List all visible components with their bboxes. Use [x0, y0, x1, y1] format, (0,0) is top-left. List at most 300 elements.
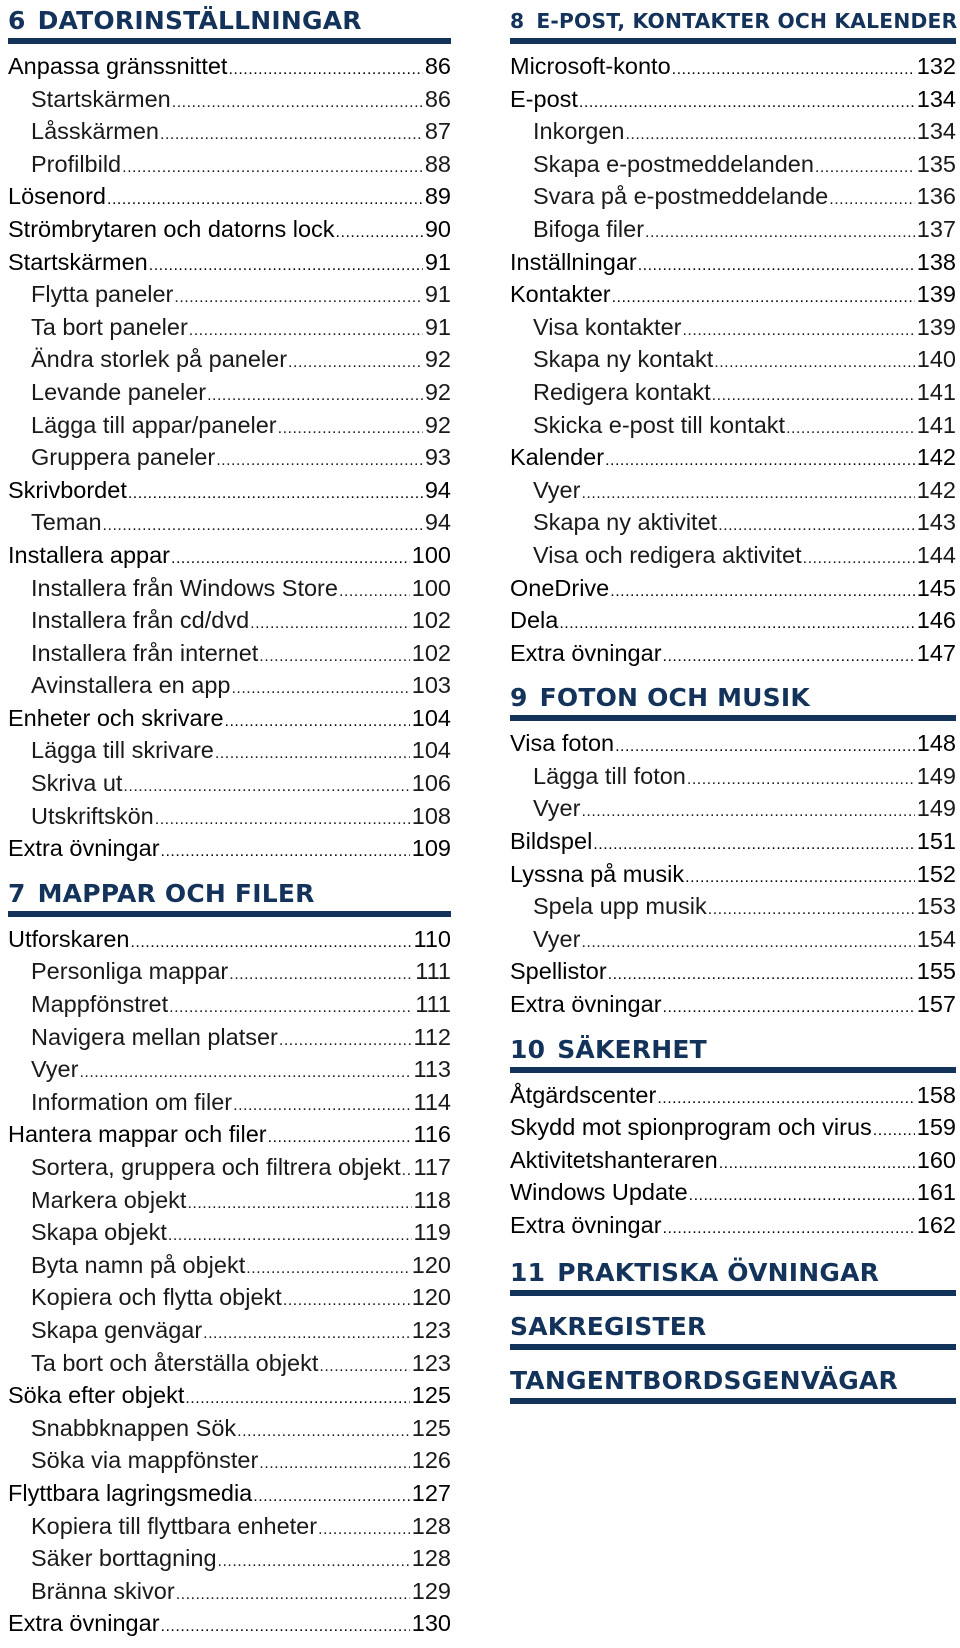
- entry-title: Säker borttagning: [31, 1545, 217, 1572]
- page-number: 91: [424, 313, 451, 340]
- toc-subentry: [8, 1444, 451, 1477]
- page-number: 93: [424, 444, 451, 471]
- toc-subentry: [510, 311, 956, 344]
- dot-leader: [579, 87, 915, 116]
- entry-title: Byta namn på objekt: [31, 1251, 246, 1278]
- toc-subentry: [8, 278, 451, 311]
- page-number: 113: [413, 1056, 451, 1083]
- toc-entry: [8, 50, 451, 83]
- page-number: 117: [413, 1154, 451, 1180]
- chapter-title: E-POST, KONTAKTER OCH KALENDER: [536, 9, 958, 33]
- page-number: 109: [411, 835, 451, 862]
- toc-entry: [8, 832, 451, 865]
- page-number: 139: [916, 313, 956, 340]
- dot-leader: [123, 771, 409, 800]
- page-number: 125: [411, 1382, 451, 1409]
- entry-title: Extra övningar: [510, 1212, 662, 1238]
- page-number: 92: [424, 378, 451, 405]
- entry-title: Utskriftskön: [31, 802, 154, 829]
- dot-leader: [645, 217, 915, 246]
- dot-leader: [581, 796, 914, 825]
- entry-title: Skapa ny aktivitet: [533, 509, 718, 536]
- entry-title: Dela: [510, 607, 559, 634]
- dot-leader: [663, 992, 915, 1021]
- page-number: 129: [411, 1577, 451, 1604]
- chapter-number: 7: [8, 878, 26, 908]
- toc-entry: [8, 702, 451, 735]
- page-number: 120: [411, 1284, 451, 1311]
- page-number: 142: [916, 444, 956, 471]
- dot-leader: [873, 1115, 915, 1144]
- toc-subentry: [8, 1575, 451, 1608]
- toc-entry: [8, 180, 451, 213]
- toc-entry: [510, 441, 956, 474]
- page-number: 162: [916, 1212, 956, 1238]
- chapter-number: 8: [510, 9, 525, 33]
- entry-title: Markera objekt: [31, 1186, 187, 1213]
- dot-leader: [161, 1611, 410, 1640]
- toc-entry: [8, 474, 451, 507]
- entry-title: Navigera mellan platser: [31, 1023, 278, 1050]
- entry-title: Installera appar: [8, 541, 170, 568]
- entry-title: Lyssna på musik: [510, 860, 685, 887]
- dot-leader: [171, 543, 410, 572]
- toc-subentry: [8, 409, 451, 442]
- entry-title: Avinstallera en app: [31, 672, 231, 699]
- dot-leader: [168, 1220, 412, 1249]
- entry-title: Startskärmen: [31, 85, 171, 112]
- page-number: 161: [916, 1179, 956, 1206]
- toc-subentry: [8, 311, 451, 344]
- entry-title: Installera från cd/dvd: [31, 607, 250, 634]
- entry-title: Extra övningar: [510, 639, 662, 666]
- toc-subentry: [8, 1053, 451, 1086]
- chapter-heading: [510, 683, 956, 721]
- entry-title: Vyer: [31, 1056, 79, 1083]
- entry-title: E-post: [510, 85, 578, 112]
- toc-entry: [510, 83, 956, 116]
- entry-title: Svara på e-postmeddelande: [533, 183, 829, 210]
- toc-entry: [8, 923, 451, 956]
- dot-leader: [250, 608, 410, 637]
- page-number: 88: [424, 150, 451, 177]
- entry-title: Ta bort och återställa objekt: [31, 1349, 319, 1376]
- page-number: 108: [411, 802, 451, 829]
- page-number: 154: [916, 925, 956, 952]
- dot-leader: [714, 347, 915, 376]
- dot-leader: [172, 87, 423, 116]
- dot-leader: [259, 1448, 409, 1477]
- chapter-8: [510, 6, 956, 669]
- toc-entry: [8, 1118, 451, 1151]
- page-number: 104: [411, 704, 451, 731]
- toc-subentry: [8, 1542, 451, 1575]
- page-number: 144: [916, 541, 956, 568]
- chapter-9: [510, 683, 956, 1020]
- dot-leader: [233, 1090, 411, 1119]
- chapter-entries: [8, 923, 451, 1640]
- chapter-title: PRAKTISKA ÖVNINGAR: [557, 1257, 880, 1287]
- toc-subentry: [8, 506, 451, 539]
- toc-column-left: [8, 6, 451, 1646]
- entry-title: Ändra storlek på paneler: [31, 346, 288, 373]
- entry-title: Vyer: [533, 476, 581, 503]
- dot-leader: [107, 184, 423, 213]
- page-number: 92: [424, 411, 451, 438]
- entry-title: Skydd mot spionprogram och virus: [510, 1114, 872, 1141]
- dot-leader: [339, 576, 410, 605]
- entry-title: Flyttbara lagringsmedia: [8, 1479, 253, 1506]
- chapter-number: 6: [8, 6, 26, 35]
- page-number: 146: [916, 607, 956, 634]
- page-number: 160: [916, 1146, 956, 1173]
- toc-entry: [510, 1111, 956, 1144]
- dot-leader: [402, 1155, 412, 1184]
- chapter-number: 11: [510, 1257, 546, 1287]
- dot-leader: [79, 1057, 411, 1086]
- toc-subentry: [8, 83, 451, 116]
- dot-leader: [682, 315, 914, 344]
- dot-leader: [259, 641, 409, 670]
- toc-entry: [8, 246, 451, 279]
- toc-subentry: [8, 800, 451, 833]
- page-number: 149: [916, 762, 956, 789]
- page-number: 132: [916, 53, 956, 79]
- page-number: 120: [411, 1251, 451, 1278]
- chapter-heading: [8, 6, 451, 44]
- dot-leader: [663, 1213, 915, 1242]
- entry-title: Skapa objekt: [31, 1219, 167, 1246]
- chapter-entries: [510, 1079, 956, 1242]
- page-number: 89: [424, 183, 451, 210]
- page-number: 91: [424, 281, 451, 308]
- dot-leader: [174, 282, 422, 311]
- dot-leader: [625, 119, 914, 148]
- toc-subentry: [8, 637, 451, 670]
- dot-leader: [176, 1579, 410, 1608]
- dot-leader: [161, 836, 410, 865]
- toc-entry: [510, 825, 956, 858]
- page-number: 103: [411, 672, 451, 699]
- page-number: 92: [424, 346, 451, 373]
- entry-title: Skapa ny kontakt: [533, 346, 714, 373]
- toc-subentry: [8, 1249, 451, 1282]
- toc-entry: [510, 246, 956, 279]
- dot-leader: [155, 804, 410, 833]
- entry-title: Anpassa gränssnittet: [8, 53, 228, 79]
- dot-leader: [185, 1383, 409, 1412]
- chapter-heading: [510, 6, 956, 44]
- toc-subentry: [8, 343, 451, 376]
- toc-subentry: [8, 376, 451, 409]
- page-number: 118: [413, 1186, 451, 1213]
- chapter-11-heading: [510, 1258, 956, 1296]
- page-number: 87: [424, 118, 451, 145]
- page-number: 100: [411, 541, 451, 568]
- page-number: 141: [916, 378, 956, 405]
- entry-title: Bifoga filer: [533, 215, 645, 242]
- dot-leader: [122, 152, 423, 181]
- toc-subentry: [510, 506, 956, 539]
- entry-title: Kontakter: [510, 281, 611, 308]
- page-number: 119: [413, 1219, 451, 1246]
- entry-title: Inkorgen: [533, 118, 625, 145]
- toc-subentry: [8, 1021, 451, 1054]
- toc-subentry: [8, 669, 451, 702]
- page-number: 114: [413, 1088, 451, 1115]
- entry-title: Information om filer: [31, 1088, 233, 1115]
- entry-title: Visa kontakter: [533, 313, 682, 340]
- dot-leader: [663, 641, 915, 670]
- entry-title: Strömbrytaren och datorns lock: [8, 215, 335, 242]
- dot-leader: [279, 1025, 412, 1054]
- dot-leader: [103, 510, 423, 539]
- entry-title: Lägga till foton: [533, 762, 686, 789]
- page-number: 136: [916, 183, 956, 210]
- entry-title: Kopiera till flyttbara enheter: [31, 1512, 318, 1539]
- entry-title: Visa och redigera aktivitet: [533, 541, 802, 568]
- page-number: 91: [424, 248, 451, 275]
- page-number: 116: [413, 1121, 451, 1148]
- dot-leader: [203, 1318, 410, 1347]
- chapter-title: MAPPAR OCH FILER: [37, 878, 315, 908]
- dot-leader: [130, 927, 411, 956]
- dot-leader: [559, 608, 914, 637]
- dot-leader: [685, 862, 915, 891]
- entry-title: Skapa genvägar: [31, 1316, 203, 1343]
- chapter-10: [510, 1035, 956, 1242]
- chapter-title: SÄKERHET: [557, 1034, 707, 1064]
- page-number: 149: [916, 795, 956, 822]
- dot-leader: [207, 380, 423, 409]
- toc-subentry: [8, 1412, 451, 1445]
- entry-title: Kopiera och flytta objekt: [31, 1284, 282, 1311]
- dot-leader: [712, 380, 915, 409]
- toc-subentry: [510, 890, 956, 923]
- page-number: 134: [916, 85, 956, 112]
- entry-title: Söka via mappfönster: [31, 1447, 259, 1474]
- page-number: 123: [411, 1316, 451, 1343]
- toc-subentry: [510, 115, 956, 148]
- page-number: 86: [424, 85, 451, 112]
- dot-leader: [216, 445, 423, 474]
- toc-entry: [510, 988, 956, 1021]
- entry-title: Levande paneler: [31, 378, 207, 405]
- chapter-heading: [8, 879, 451, 917]
- dot-leader: [605, 445, 915, 474]
- page-number: 148: [916, 730, 956, 757]
- toc-subentry: [8, 988, 451, 1021]
- toc-subentry: [8, 1216, 451, 1249]
- toc-entry: [510, 1209, 956, 1242]
- toc-subentry: [8, 572, 451, 605]
- page-number: 90: [424, 215, 451, 242]
- entry-title: Microsoft-konto: [510, 53, 671, 79]
- toc-column-right: [510, 6, 956, 1410]
- entry-title: Extra övningar: [510, 991, 662, 1018]
- dot-leader: [581, 478, 914, 507]
- toc-subentry: [510, 343, 956, 376]
- dot-leader: [229, 959, 413, 988]
- toc-subentry: [8, 1314, 451, 1347]
- toc-subentry: [8, 1151, 451, 1184]
- page-number: 123: [411, 1349, 451, 1376]
- toc-entry: [510, 1176, 956, 1209]
- page-number: 147: [916, 639, 956, 666]
- dot-leader: [719, 1148, 915, 1177]
- entry-title: Lösenord: [8, 183, 106, 210]
- dot-leader: [228, 54, 422, 83]
- index-title: SAKREGISTER: [510, 1311, 707, 1341]
- page-number: 130: [411, 1610, 451, 1637]
- entry-title: Hantera mappar och filer: [8, 1121, 267, 1148]
- dot-leader: [215, 738, 410, 767]
- toc-subentry: [510, 474, 956, 507]
- toc-entry: [510, 1144, 956, 1177]
- page-number: 158: [916, 1081, 956, 1108]
- entry-title: Aktivitetshanteraren: [510, 1146, 718, 1173]
- chapter-title: DATORINSTÄLLNINGAR: [37, 6, 362, 35]
- dot-leader: [815, 152, 915, 181]
- entry-title: Visa foton: [510, 730, 615, 757]
- toc-subentry: [8, 604, 451, 637]
- toc-subentry: [8, 1086, 451, 1119]
- entry-title: Lägga till appar/paneler: [31, 411, 277, 438]
- dot-leader: [187, 1188, 411, 1217]
- dot-leader: [718, 510, 915, 539]
- chapter-entries: [510, 727, 956, 1020]
- page-number: 127: [411, 1479, 451, 1506]
- toc-subentry: [8, 734, 451, 767]
- toc-subentry: [8, 148, 451, 181]
- page-number: 157: [916, 991, 956, 1018]
- toc-subentry: [8, 441, 451, 474]
- toc-entry: [510, 1079, 956, 1112]
- page-number: 139: [916, 281, 956, 308]
- chapter-number: 10: [510, 1034, 546, 1064]
- entry-title: Windows Update: [510, 1179, 688, 1206]
- entry-title: Sortera, gruppera och filtrera objekt: [31, 1154, 401, 1180]
- chapter-7: [8, 879, 451, 1640]
- toc-entry: [510, 572, 956, 605]
- page-number: 111: [415, 991, 451, 1018]
- entry-title: Spellistor: [510, 958, 607, 985]
- toc-subentry: [8, 1184, 451, 1217]
- dot-leader: [689, 1180, 915, 1209]
- toc-entry: [8, 539, 451, 572]
- dot-leader: [128, 478, 423, 507]
- page-number: 102: [411, 607, 451, 634]
- dot-leader: [638, 250, 915, 279]
- page-number: 111: [415, 958, 451, 985]
- toc-subentry: [510, 760, 956, 793]
- page-number: 125: [411, 1414, 451, 1441]
- toc-subentry: [510, 148, 956, 181]
- dot-leader: [231, 673, 409, 702]
- chapter-title: FOTON OCH MUSIK: [539, 683, 810, 713]
- entry-title: Ta bort paneler: [31, 313, 188, 340]
- dot-leader: [612, 282, 915, 311]
- dot-leader: [608, 959, 915, 988]
- dot-leader: [253, 1481, 410, 1510]
- entry-title: OneDrive: [510, 574, 610, 601]
- entry-title: Snabbknappen Sök: [31, 1414, 237, 1441]
- entry-title: Redigera kontakt: [533, 378, 711, 405]
- toc-entry: [8, 1607, 451, 1640]
- chapter-6: [8, 6, 451, 865]
- entry-title: Extra övningar: [8, 835, 160, 862]
- toc-subentry: [510, 923, 956, 956]
- page-number: 152: [916, 860, 956, 887]
- page-number: 153: [916, 893, 956, 920]
- entry-title: Åtgärdscenter: [510, 1081, 657, 1108]
- entry-title: Personliga mappar: [31, 958, 229, 985]
- entry-title: Skicka e-post till kontakt: [533, 411, 786, 438]
- entry-title: Utforskaren: [8, 925, 130, 952]
- entry-title: Låsskärmen: [31, 118, 159, 145]
- dot-leader: [687, 764, 915, 793]
- page-number: 104: [411, 737, 451, 764]
- entry-title: Vyer: [533, 925, 581, 952]
- page-number: 86: [424, 53, 451, 79]
- page-number: 138: [916, 248, 956, 275]
- page-number: 102: [411, 639, 451, 666]
- dot-leader: [610, 576, 915, 605]
- shortcuts-heading: [510, 1366, 956, 1404]
- page-number: 128: [411, 1545, 451, 1572]
- page-number: 134: [916, 118, 956, 145]
- toc-entry: [510, 955, 956, 988]
- dot-leader: [593, 829, 914, 858]
- dot-leader: [336, 217, 423, 246]
- entry-title: Söka efter objekt: [8, 1382, 185, 1409]
- toc-entry: [510, 50, 956, 83]
- page-number: 140: [916, 346, 956, 373]
- dot-leader: [803, 543, 915, 572]
- page-number: 155: [916, 958, 956, 985]
- dot-leader: [160, 119, 423, 148]
- dot-leader: [318, 1514, 410, 1543]
- toc-entry: [510, 604, 956, 637]
- entry-title: Installera från Windows Store: [31, 574, 338, 601]
- entry-title: Installera från internet: [31, 639, 259, 666]
- entry-title: Skrivbordet: [8, 476, 127, 503]
- entry-title: Kalender: [510, 444, 605, 471]
- entry-title: Spela upp musik: [533, 893, 707, 920]
- entry-title: Skriva ut: [31, 770, 123, 797]
- dot-leader: [657, 1083, 914, 1112]
- entry-title: Flytta paneler: [31, 281, 174, 308]
- chapter-number: 9: [510, 683, 528, 713]
- dot-leader: [581, 927, 914, 956]
- page-number: 94: [424, 509, 451, 536]
- page-number: 145: [916, 574, 956, 601]
- dot-leader: [268, 1122, 412, 1151]
- toc-entry: [8, 1379, 451, 1412]
- page-number: 159: [916, 1114, 956, 1141]
- page-number: 128: [411, 1512, 451, 1539]
- entry-title: Inställningar: [510, 248, 637, 275]
- entry-title: Enheter och skrivare: [8, 704, 224, 731]
- dot-leader: [288, 347, 423, 376]
- dot-leader: [149, 250, 423, 279]
- dot-leader: [237, 1416, 410, 1445]
- dot-leader: [218, 1546, 410, 1575]
- page-number: 141: [916, 411, 956, 438]
- dot-leader: [319, 1351, 409, 1380]
- toc-subentry: [510, 376, 956, 409]
- toc-subentry: [510, 180, 956, 213]
